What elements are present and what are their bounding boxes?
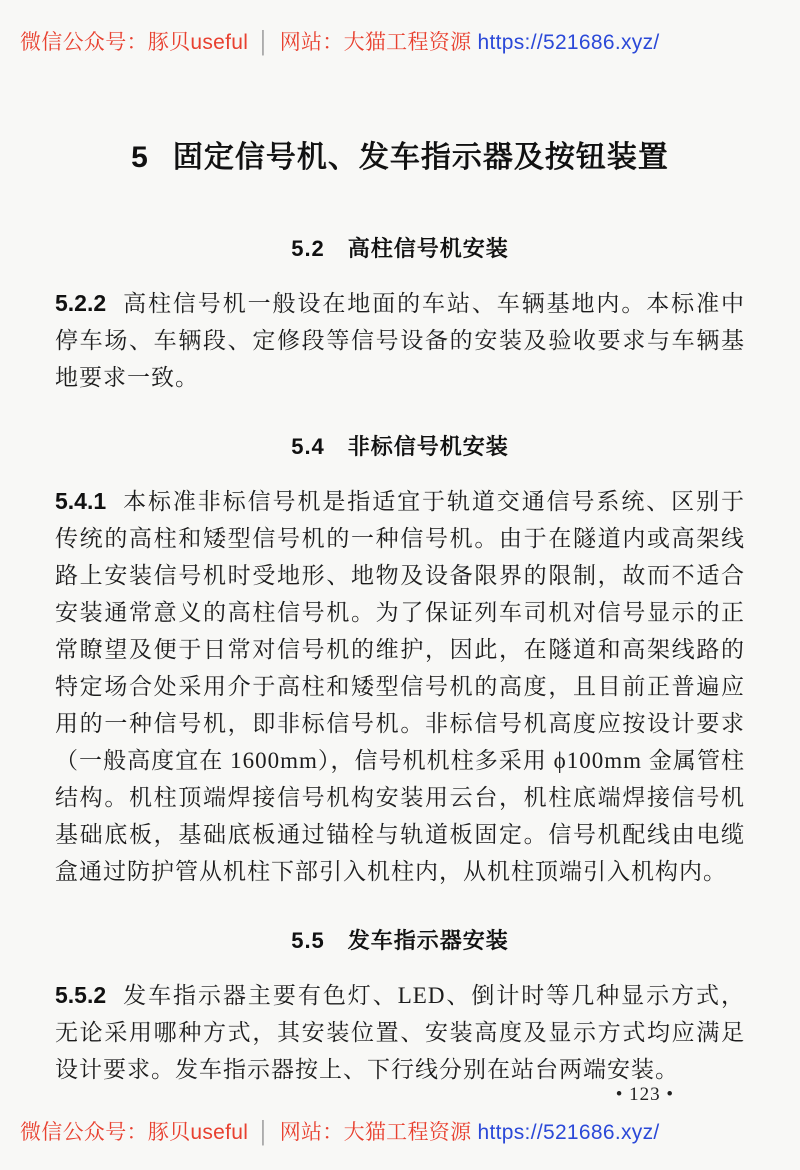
document-content [55,132,745,1088]
chapter-title-text: 固定信号机、发车指示器及按钮装置 [172,141,669,174]
clause-number-5-2-2: 5.2.2 [55,290,107,316]
watermark-separator: │ [257,31,271,54]
watermark-url-link[interactable]: https://521686.xyz/ [477,31,660,54]
clause-number-5-4-1: 5.4.1 [55,488,107,514]
paragraph-5-5-2 [55,977,745,1088]
clause-text-5-2-2: 高柱信号机一般设在地面的车站、车辆基地内。本标准中停车场、车辆段、定修段等信号设备的安装及验收要求与车辆基地要求一致。 [55,291,745,390]
watermark-bottom [20,1116,780,1146]
clause-text-5-4-1: 本标准非标信号机是指适宜于轨道交通信号系统、区别于传统的高柱和矮型信号机的一种信号机。由于在隧道内或高架线路上安装信号机时受地形、地物及设备限界的限制，故而不适合安装通常意义的高柱信号机。为了保证列车司机对信号显示的正常瞭望及便于日常对信号机的维护，因此，在隧道和高架线路的特定场合处采用介于高柱和矮型信号机的高度，且目前正普遍应用的一种信号机，即非标信号机。非标信号机高度应按设计要求（一般高度宜在 1600mm），信号机机柱多采用 ϕ100mm 金属管柱结构。机柱顶端焊接信号机构安装用云台，机柱底端焊接信号机基础底板，基础底板通过锚栓与轨道板固定。信号机配线由电缆盒通过防护管从机柱下部引入机柱内，从机柱顶端引入机构内。 [55,489,745,884]
watermark-top [20,26,780,56]
paragraph-5-4-1 [55,483,745,890]
watermark-wechat-label: 微信公众号：豚贝useful [20,1121,249,1144]
clause-number-5-5-2: 5.5.2 [55,982,107,1008]
clause-text-5-5-2: 发车指示器主要有色灯、LED、倒计时等几种显示方式，无论采用哪种方式，其安装位置、安装高度及显示方式均应满足设计要求。发车指示器按上、下行线分别在站台两端安装。 [55,983,745,1082]
watermark-site-label: 网站：大猫工程资源 [279,31,472,54]
watermark-separator: │ [257,1121,271,1144]
chapter-title [55,132,745,176]
section-heading-5-2: 5.2 高柱信号机安装 [291,236,509,261]
watermark-site-label: 网站：大猫工程资源 [279,1121,472,1144]
section-heading-5-5: 5.5 发车指示器安装 [291,928,509,953]
watermark-url-link[interactable]: https://521686.xyz/ [477,1121,660,1144]
watermark-wechat-label: 微信公众号：豚贝useful [20,31,249,54]
paragraph-5-2-2 [55,285,745,396]
page-number: • 123 • [615,1084,674,1105]
chapter-number: 5 [131,141,149,174]
section-heading-5-4: 5.4 非标信号机安装 [291,434,509,459]
